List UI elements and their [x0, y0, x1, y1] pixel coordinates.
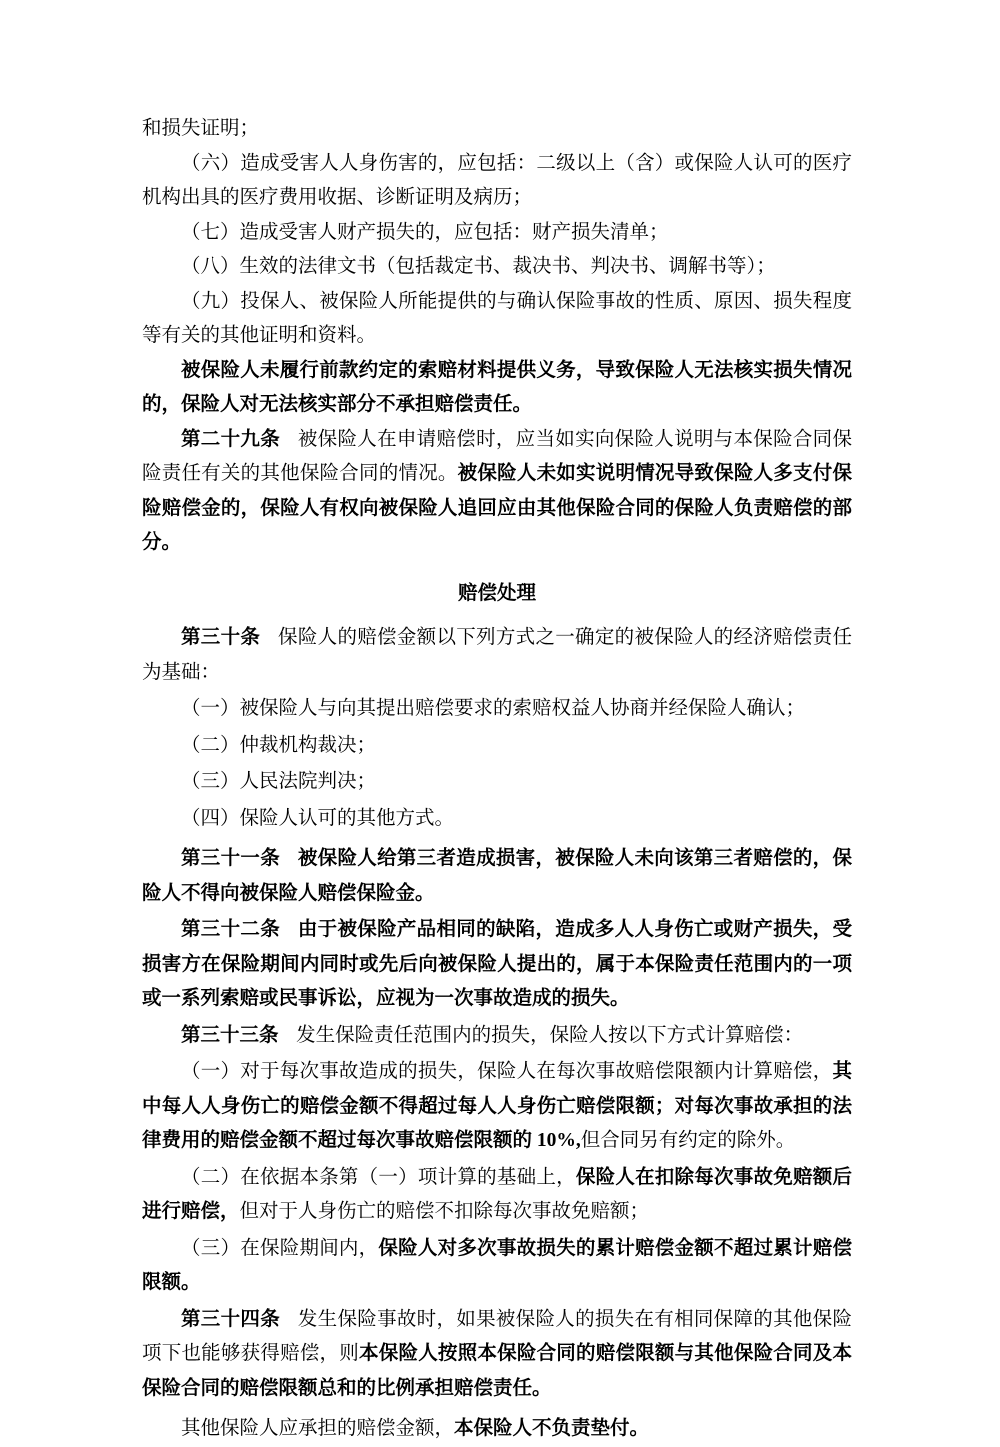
- paragraph-article-32: 第三十二条 由于被保险产品相同的缺陷，造成多人人身伤亡或财产损失，受损害方在保险期间内同时或先后向被保险人提出的，属于本保险责任范围内的一项或一系列索赔或民事诉讼，应视为一次事故造成的损失。: [142, 919, 852, 1009]
- paragraph-article-29: 第二十九条 被保险人在申请赔偿时，应当如实向保险人说明与本保险合同保险责任有关的其他保险合同的情况。被保险人未如实说明情况导致保险人多支付保险赔偿金的，保险人有权向被保险人追回应由其他保险合同的保险人负责赔偿的部分。: [142, 428, 852, 553]
- paragraph-article-33: 第三十三条 发生保险责任范围内的损失，保险人按以下方式计算赔偿：: [181, 1024, 804, 1046]
- paragraph-article-30: 第三十条 保险人的赔偿金额以下列方式之一确定的被保险人的经济赔偿责任为基础：: [142, 627, 852, 683]
- section-heading-claims-handling: 赔偿处理: [457, 582, 536, 604]
- article-29-label: 第二十九条: [181, 428, 281, 450]
- paragraph-33-item-2: （二）在依据本条第（一）项计算的基础上，保险人在扣除每次事故免赔额后进行赔偿，但对于人身伤亡的赔偿不扣除每次事故免赔额；: [142, 1166, 852, 1222]
- article-33-label: 第三十三条: [181, 1024, 279, 1046]
- paragraph-33-item-3: （三）在保险期间内，保险人对多次事故损失的累计赔偿金额不超过累计赔偿限额。: [142, 1237, 852, 1293]
- article-31-label: 第三十一条: [181, 848, 281, 869]
- document-body: [142, 112, 852, 1447]
- paragraph-article-34: 第三十四条 发生保险事故时，如果被保险人的损失在有相同保障的其他保险项下也能够获得赔偿，则本保险人按照本保险合同的赔偿限额与其他保险合同及本保险合同的赔偿限额总和的比例承担赔偿责任。: [142, 1308, 852, 1399]
- paragraph-30-item-4: （四）保险人认可的其他方式。: [181, 807, 455, 829]
- paragraph-item-6: （六）造成受害人人身伤害的，应包括：二级以上（含）或保险人认可的医疗机构出具的医疗费用收据、诊断证明及病历；: [142, 152, 852, 208]
- article-32-label: 第三十二条: [181, 919, 281, 940]
- article-34-label: 第三十四条: [181, 1308, 281, 1330]
- paragraph-33-item-1: （一）对于每次事故造成的损失，保险人在每次事故赔偿限额内计算赔偿，其中每人人身伤亡的赔偿金额不得超过每人人身伤亡赔偿限额；对每次事故承担的法律费用的赔偿金额不超过每次事故赔偿限额的 10%,但合同另有约定的除外。: [142, 1061, 852, 1151]
- paragraph-item-8: （八）生效的法律文书（包括裁定书、裁决书、判决书、调解书等）；: [181, 256, 776, 277]
- paragraph-article-31: 第三十一条 被保险人给第三者造成损害，被保险人未向该第三者赔偿的，保险人不得向被保险人赔偿保险金。: [142, 848, 852, 904]
- paragraph-30-item-3: （三）人民法院判决；: [181, 771, 377, 792]
- paragraph-item-9: （九）投保人、被保险人所能提供的与确认保险事故的性质、原因、损失程度等有关的其他证明和资料。: [142, 290, 852, 346]
- paragraph-30-item-2: （二）仲裁机构裁决；: [181, 734, 377, 756]
- paragraph-claim-duty: 被保险人未履行前款约定的索赔材料提供义务，导致保险人无法核实损失情况的，保险人对无法核实部分不承担赔偿责任。: [142, 359, 852, 415]
- paragraph-other-insurers: 其他保险人应承担的赔偿金额，本保险人不负责垫付。: [181, 1418, 650, 1439]
- paragraph-loss-proof: 和损失证明；: [142, 118, 260, 139]
- paragraph-item-7: （七）造成受害人财产损失的，应包括：财产损失清单；: [181, 221, 669, 243]
- article-30-label: 第三十条: [181, 627, 261, 648]
- paragraph-30-item-1: （一）被保险人与向其提出赔偿要求的索赔权益人协商并经保险人确认；: [181, 698, 806, 719]
